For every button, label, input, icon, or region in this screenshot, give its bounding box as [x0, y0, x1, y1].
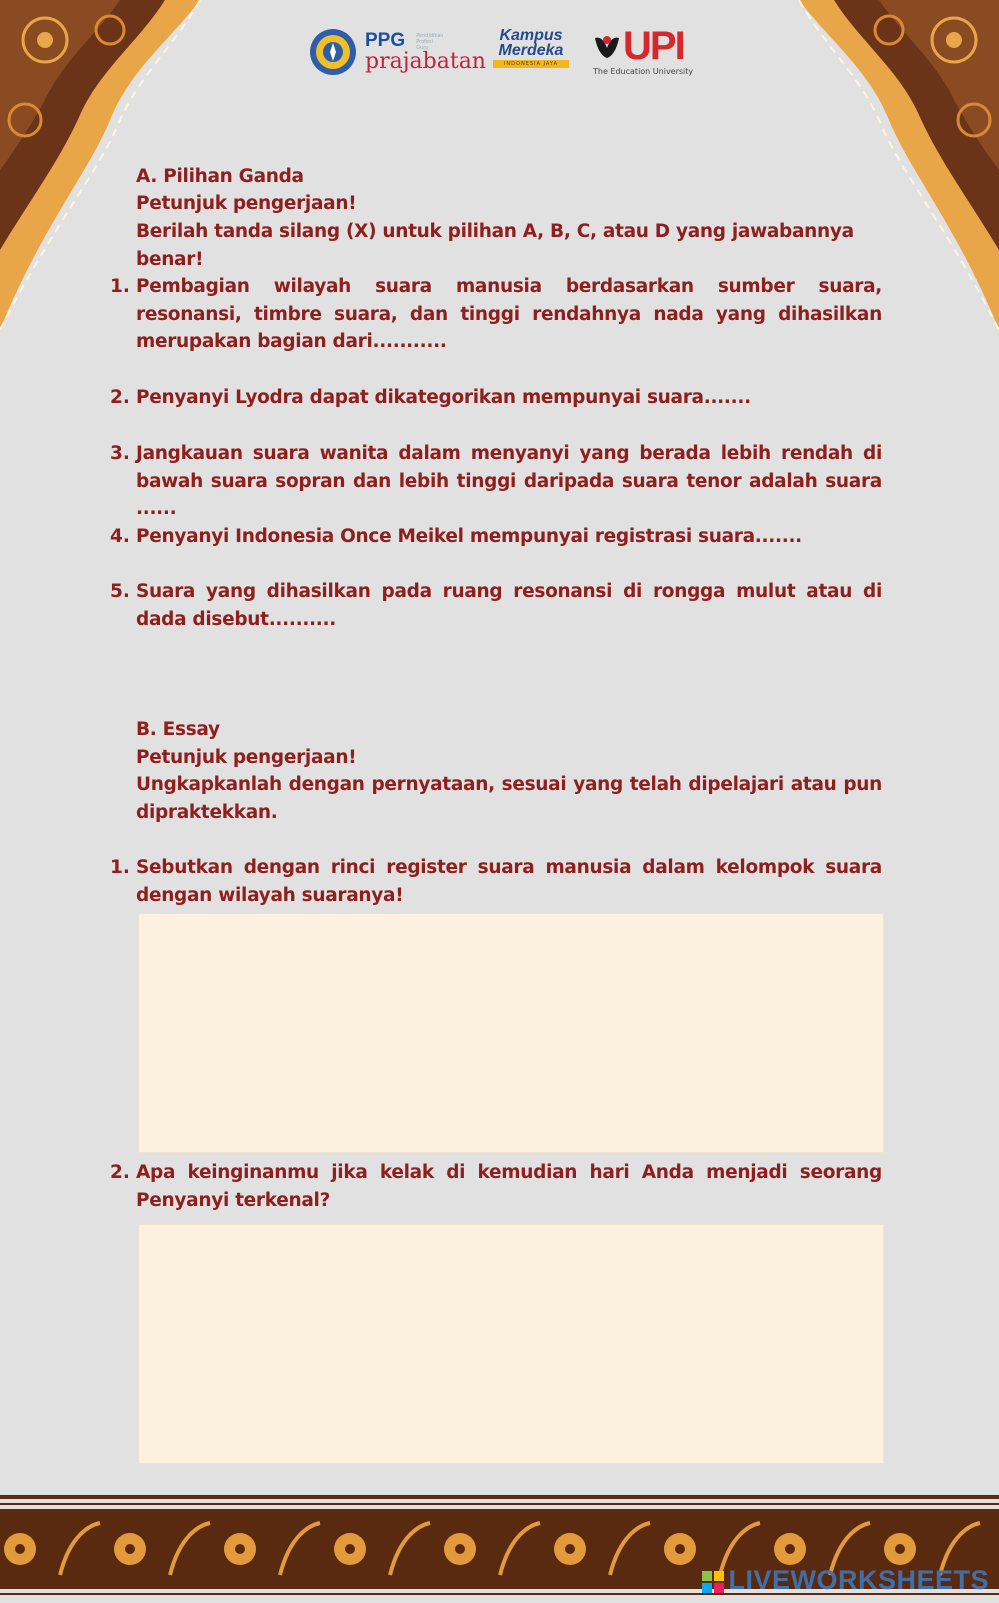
mc-question-3-number: 3. [110, 443, 130, 464]
mc-question-2-number: 2. [110, 387, 130, 408]
mc-question-5-number: 5. [110, 581, 130, 602]
ppg-prajabatan-logo [365, 30, 486, 74]
kemdikbud-seal-icon [309, 28, 357, 76]
liveworksheets-text: LIVEWORKSHEETS [728, 1565, 989, 1595]
mc-question-4-number: 4. [110, 526, 130, 547]
mc-question-3-text: Jangkauan suara wanita dalam menyanyi yang berada lebih rendah di bawah suara sopran dan lebih tinggi daripada suara tenor adalah suara ...... [136, 443, 882, 519]
mc-question-1-text: Pembagian wilayah suara manusia berdasarkan sumber suara, resonansi, timbre suara, dan tinggi rendahnya nada yang dihasilkan merupakan bagian dari........... [136, 276, 882, 352]
prajabatan-logo-text: prajabatan [365, 49, 486, 74]
liveworksheets-grid-icon [702, 1571, 724, 1593]
kampus-logo-tag: INDONESIA JAYA [493, 60, 569, 68]
kampus-merdeka-logo [493, 28, 569, 68]
liveworksheets-watermark [702, 1565, 989, 1596]
upi-logo-subtext: The Education University [593, 67, 694, 76]
mc-question-1-number: 1. [110, 276, 130, 297]
essay-question-2-text: Apa keinginanmu jika kelak di kemudian hari Anda menjadi seorang Penyanyi terkenal? [136, 1162, 882, 1211]
section-a-instruction: Berilah tanda silang (X) untuk pilihan A, B, C, atau D yang jawabannya benar! [136, 221, 854, 270]
essay-answer-box-1[interactable] [138, 913, 884, 1153]
section-b-instruction-title: Petunjuk pengerjaan! [136, 747, 357, 768]
mc-question-5-text: Suara yang dihasilkan pada ruang resonansi di rongga mulut atau di dada disebut.......... [136, 581, 882, 630]
section-a-title: A. Pilihan Ganda [136, 166, 304, 187]
section-b-title: B. Essay [136, 719, 220, 740]
ppg-logo-text: PPG [365, 30, 406, 51]
essay-question-1-number: 1. [110, 857, 130, 878]
header-logos [305, 24, 695, 84]
mc-question-4-text: Penyanyi Indonesia Once Meikel mempunyai registrasi suara....... [136, 526, 802, 547]
upi-logo-text: UPI [623, 24, 684, 68]
essay-answer-box-2[interactable] [138, 1224, 884, 1464]
upi-logo [593, 26, 693, 76]
mc-question-2-text: Penyanyi Lyodra dapat dikategorikan mempunyai suara....... [136, 387, 751, 408]
section-b-instruction: Ungkapkanlah dengan pernyataan, sesuai yang telah dipelajari atau pun dipraktekkan. [136, 774, 882, 823]
section-a-instruction-title: Petunjuk pengerjaan! [136, 193, 357, 214]
kampus-logo-line1: Kampus [499, 27, 563, 44]
essay-question-2-number: 2. [110, 1162, 130, 1183]
ppg-logo-subtext: Pendidikan Profesi Guru [416, 32, 444, 51]
upi-emblem-icon [593, 32, 621, 60]
kampus-logo-line2: Merdeka [498, 42, 564, 59]
essay-question-1-text: Sebutkan dengan rinci register suara manusia dalam kelompok suara dengan wilayah suaranya! [136, 857, 882, 906]
